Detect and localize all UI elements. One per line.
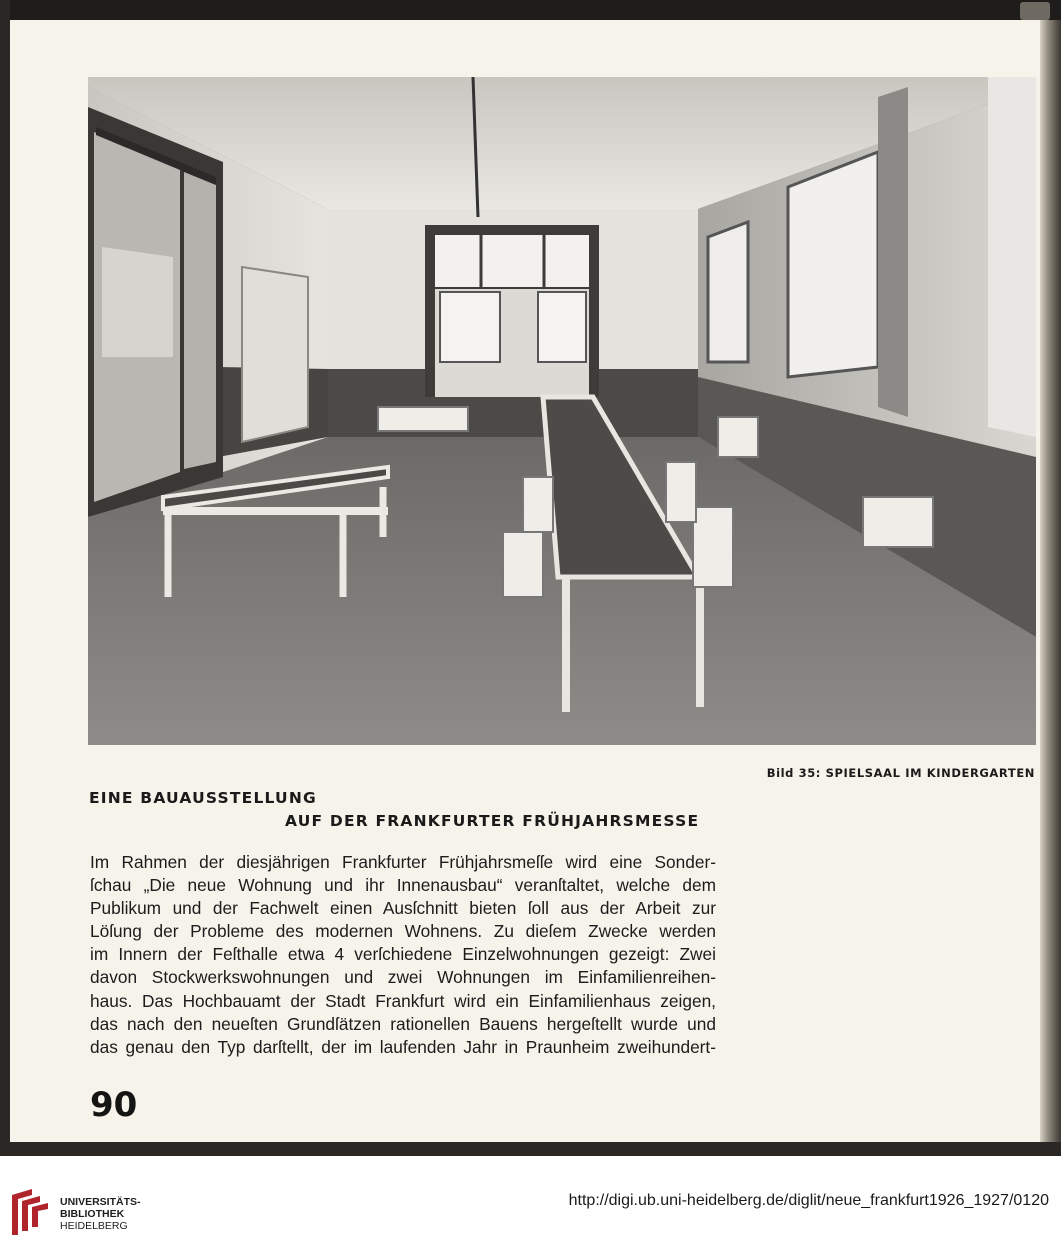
page-number: 90	[90, 1085, 138, 1125]
institution-name	[60, 1196, 141, 1232]
body-line: davon Stockwerkswohnungen und zwei Wohnungen im Einfamilienreihen-	[90, 967, 716, 988]
ub-heidelberg-logo-icon[interactable]	[10, 1187, 54, 1237]
scanner-clip	[1020, 2, 1050, 20]
body-line: das genau den Typ darſtellt, der im laufenden Jahr in Praunheim zweihundert-	[90, 1036, 716, 1057]
scan-background-bottom	[0, 1142, 1061, 1156]
footer-bar	[0, 1156, 1061, 1254]
photo-caption: Bild 35: SPIELSAAL IM KINDERGARTEN	[766, 766, 1035, 780]
article-heading-line1: EINE BAUAUSSTELLUNG	[89, 789, 317, 807]
article-body	[90, 851, 716, 1059]
body-line: Publikum und der Fachwelt einen Ausſchnitt bieten ſoll aus der Arbeit zur	[90, 898, 716, 919]
body-line: Löſung der Probleme des modernen Wohnens. Zu dieſem Zwecke werden	[90, 921, 716, 942]
body-line: das nach den neueſten Grundſätzen rationellen Bauens hergeſtellt wurde und	[90, 1013, 716, 1034]
article-heading-line2: AUF DER FRANKFURTER FRÜHJAHRSMESSE	[285, 812, 700, 830]
source-url-link[interactable]: http://digi.ub.uni-heidelberg.de/diglit/neue_frankfurt1926_1927/0120	[568, 1192, 1049, 1209]
kindergarten-playroom-photo	[88, 77, 1036, 745]
body-line: ſchau „Die neue Wohnung und ihr Innenausbau“ veranſtaltet, welche dem	[90, 875, 716, 896]
institution-line1: UNIVERSITÄTS-	[60, 1196, 141, 1208]
body-line: Im Rahmen der diesjährigen Frankfurter Frühjahrsmeſſe wird eine Sonder-	[90, 852, 716, 872]
institution-line2: BIBLIOTHEK	[60, 1208, 125, 1220]
body-line: haus. Das Hochbauamt der Stadt Frankfurt wird ein Einfamilienhaus zeigen,	[90, 990, 716, 1011]
institution-line3: HEIDELBERG	[60, 1220, 128, 1232]
scan-background-left	[0, 0, 10, 1150]
body-line: im Innern der Feſthalle etwa 4 verſchiedene Einzelwohnungen gezeigt: Zwei	[90, 944, 716, 965]
photograph-kindergarten-playroom	[88, 77, 1036, 745]
scan-background-top	[0, 0, 1061, 22]
book-page-edge	[1040, 20, 1061, 1144]
